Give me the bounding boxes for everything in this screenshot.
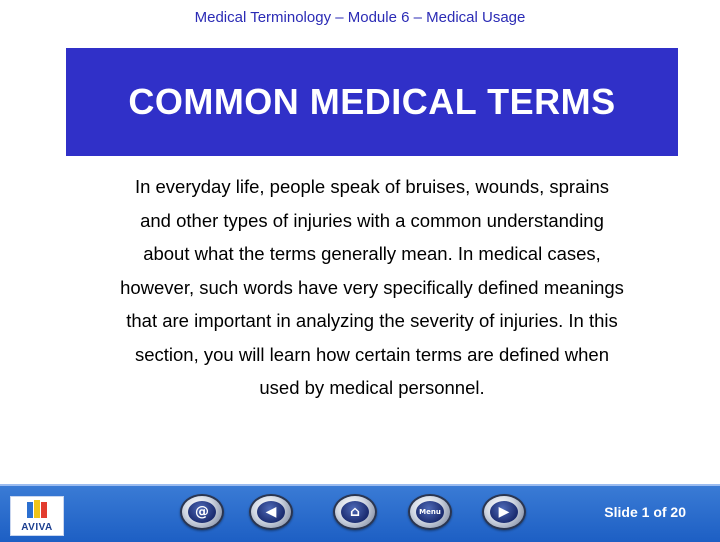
- menu-button[interactable]: [408, 494, 452, 530]
- footer-bar: [0, 484, 720, 542]
- slide-title: COMMON MEDICAL TERMS: [128, 81, 616, 122]
- body-paragraph: In everyday life, people speak of bruises, wounds, sprains and other types of injuries with a common understanding about what the terms generally mean. In medical cases, however, such words have very specifically defined meanings that are important in analyzing the severity of injuries. In this section, you will learn how certain terms are defined when used by medical personnel.: [120, 176, 624, 398]
- menu-icon: Menu: [416, 501, 444, 523]
- course-header: Medical Terminology – Module 6 – Medical Usage: [194, 9, 526, 26]
- slide-counter: Slide 1 of 20: [604, 504, 686, 520]
- forward-button[interactable]: [482, 494, 526, 530]
- forward-arrow-icon: ▶: [490, 501, 518, 523]
- aviva-logo-icon: [25, 500, 49, 520]
- back-arrow-icon: ◀: [257, 501, 285, 523]
- home-button[interactable]: [333, 494, 377, 530]
- home-icon: ⌂: [341, 501, 369, 523]
- logo-wordmark: AVIVA: [21, 522, 53, 533]
- aviva-logo: [10, 496, 64, 536]
- email-icon: @: [188, 501, 216, 523]
- back-button[interactable]: [249, 494, 293, 530]
- title-banner: [66, 48, 678, 156]
- email-button[interactable]: [180, 494, 224, 530]
